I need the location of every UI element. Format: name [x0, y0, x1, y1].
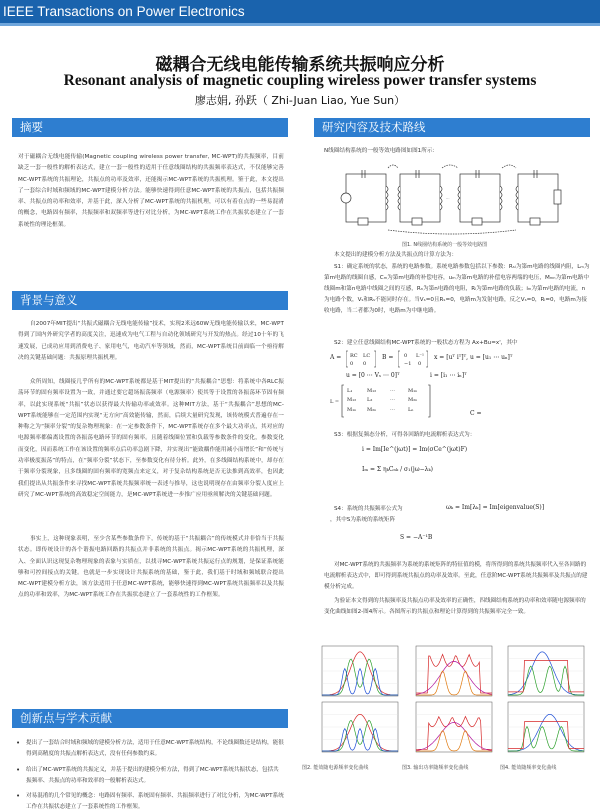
svg-text:0: 0 [350, 361, 354, 367]
section-header-abstract: 摘要 [12, 118, 288, 137]
svg-text:Lₙ: Lₙ [408, 407, 414, 413]
svg-text:−1: −1 [404, 361, 412, 367]
matrix-b [398, 350, 428, 368]
contribution-item: • 对易混淆的几个常见的概念：电路固有频率、系统固有频率、共振频率进行了对比分析，为MC-WPT系统工作在共振状态建立了一套系统性的工作框架。 [16, 792, 284, 811]
system-matrix-eq: S = −A⁻¹B [400, 534, 433, 541]
svg-text:M₁ₙ: M₁ₙ [408, 388, 418, 394]
figure-3-power-chart [410, 644, 496, 756]
journal-name: IEEE Transactions on Power Electronics [3, 4, 245, 19]
research-step-s2: S2：建立任意线圈结构MC-WPT系统的一般状态方程为 Ax+Bu=x'，其中 [334, 340, 518, 346]
svg-text:M₁₂: M₁₂ [367, 388, 377, 394]
svg-text:L₁: L₁ [347, 388, 353, 394]
abstract-block [18, 152, 284, 248]
svg-text:L₂: L₂ [367, 397, 373, 403]
inductance-matrix [330, 384, 480, 418]
resonant-frequency-eq: ωₖ = Im[λₖ] = Im[eigenvalue(S)] [446, 504, 545, 511]
input-vector-def: u = [0 ⋯ Vₛ ⋯ 0]ᵀ [346, 372, 400, 379]
svg-text:M₂ₙ: M₂ₙ [408, 397, 418, 403]
current-solution-eq: i = Im[Ie^(jωt)] = Im(σCe^(jωt)F) [362, 446, 468, 453]
paper-title-en: Resonant analysis of magnetic coupling wireless power transfer systems [63, 72, 537, 89]
svg-text:M₁ₙ: M₁ₙ [347, 407, 357, 413]
figure-2-efficiency-chart [316, 644, 402, 756]
research-step-s4-note: ，其中S为系统的系统矩阵 [330, 517, 396, 523]
research-intro: N线圈结构系统的一般等效电路图如图1所示： [324, 148, 439, 154]
svg-text:⋯: ⋯ [390, 388, 395, 394]
svg-text:L⁻¹: L⁻¹ [416, 353, 424, 359]
research-step-s4: S4：系统的共振频率公式为 [334, 506, 403, 512]
contribution-item: • 提出了一套结合时域和频域的建模分析方法，适用于任意MC-WPT系统结构，不论线圈数还是结构，能很得到高精度的共振点解析表达式，没有任何参数约束。 [16, 739, 284, 758]
header-rule [0, 23, 600, 26]
svg-text:M₂ₙ: M₂ₙ [367, 407, 377, 413]
abstract-text: 对于磁耦合无线电能传输(Magnetic coupling wireless power transfer, MC-WPT)的共振频率，目前缺乏一套一般性的解析表达式，建立一套一般性的适用于任意线圈结构的共振频率表达式，不仅能够完善MC-WPT系统的共振理论，共振点的功率及效率，还能揭示MC-WPT系统的共振机理。鉴于此，本文提出了一套综合时域和频域的MC-WPT建模分析方法。能够快速得到任意MC-WPT系统的共振点，包括共振频率、共振点的功率和效率，并基于此，深入分析了MC-WPT系统的共振机理，可以有着在点的一些易混淆的概念，电路固有频率，共振频率和双频率等进行对比分析，为MC-WPT系统工作在共振状态建立了一套系统性的理论框架。 [18, 154, 284, 228]
svg-text:0: 0 [363, 361, 367, 367]
state-vector-def: x = [uᵀ iᵀ]ᵀ, u = [u₁ ⋯ uₙ]ᵀ [434, 354, 513, 361]
research-para-3: 为验证本文得到的共振频率及共振点功率及效率的正确性，四线圈结构系统的功率和效率随电源频率的变化曲线如图2-图4所示。各图所示的共振点和理论计算得到的共振频率完全一致。 [324, 598, 586, 615]
matrix-a-label: A = [330, 354, 342, 361]
svg-text:⋯: ⋯ [390, 397, 395, 403]
current-amplitude-eq: Iₘ = Σ ηₖCₙₖ / σ₁(jω−λₖ) [362, 466, 433, 473]
svg-text:M₁₂: M₁₂ [347, 397, 357, 403]
section-header-background: 背景与意义 [12, 291, 288, 310]
matrix-b-label: B = [382, 354, 394, 361]
svg-text:0: 0 [404, 353, 408, 359]
matrix-c-label: C = [470, 410, 482, 417]
matrix-a [346, 350, 376, 368]
figure-3-caption: 图3. 输出功率随频率变化曲线 [402, 765, 469, 771]
research-step-s1: S1：确定系统的状态，系统的电路参数。系统电路参数包括以下参数：Rₛᵢ为第m电路的线圈内阻，Lₘ为第m电路的线圈自感，Cₘ为第m电路的补偿电容，uₘ为第m电路的补偿电容两端的电压，Mₘₙ为第m电路中线圈m和第n电路中线圈之间的互感，Rₙ为第n电路的电阻，Rₗ为第m电路的负载；iₘ为第m电路的电流，n为电路个数，Vₛ和Rₛ不能同时存在。当Vₛ=0且Rₛ=0，电路m为发射电路，反之Vₛ=0，Rₗ=0，电路m为接收电路，当二者都为0时，电路m为中继电路。 [324, 264, 590, 314]
journal-header-bar [0, 0, 600, 26]
svg-text:⋯: ⋯ [446, 197, 450, 201]
contributions-list [16, 738, 284, 812]
background-para-3: 事实上，这种现象表明，至少含某些参数条件下，传统的基于“共振耦合”的传统模式并非恰当于共振状态。即传统设计的各个谐振电路回路的共振点并非系统的共振点。揭示MC-WPT系统的共振机理，深入、全面认识这现复杂物理现象的表象与实质在，以找寻MC-WPT系统共振运行点的规划，是保证系统能够和可控间接点的关键。也就是一步实现设计共振系统的基础，鉴于此，我们基于时域和频域联合提出MC-WPT建模分析方法，该方法适用于任意MC-WPT系统，能够快速得到MC-WPT系统共振频率以及共振点的功率和效率，为MC-WPT系统工作在共振状态建立了一套系统性的工作框架。 [18, 536, 284, 599]
paper-title-zh: 磁耦合无线电能传输系统共振响应分析 [155, 55, 445, 75]
current-vector-def: i = [i₁ ⋯ iₙ]ᵀ [430, 372, 467, 379]
figure-4-caption: 图4. 能效随频率变化曲线 [500, 765, 557, 771]
equivalent-circuit-diagram [332, 160, 572, 238]
figure-4-efficiency-chart [502, 644, 588, 756]
figure-1-caption: 图1. N线圈结构系统的一般等效电路图 [402, 242, 488, 248]
research-para-1: 本文提出的建模分析方法及共振点的计算方法为： [334, 252, 458, 258]
contribution-item: • 给出了MC-WPT系统的共振定义，并基于提出的建模分析方法，得到了MC-WPT系统共振状态，包括共振频率、共振点的功率和效率的一般解析表达式。 [16, 765, 279, 784]
background-para-2: 众所周知，线圈接几乎所有的MC-WPT系统都是基于MIT提出的“共振耦合”思想：将系统中各RLC振荡环节的固有频率设置为一致，并通过要它超场振荡频率（电源频率）使其等于设置的各振荡环节固有频率，以此实现系统“共振”状态以获得最大传输功率或效率。这种MIT方法，基于“共振耦合”思想的MC-WPT系统能够在一定范围内实现“无方向”高效能传输，然而，后续大量研究发现，该传统模式普遍存在一种称之为“频率分裂”的复杂物理现象：在一定参数条件下，MC-WPT系统存在多个最大功率点，其对应的电源频率都偏离设置的各振荡电路环节的固有频率。且随着线圈位置和负载等参数条件的变化，参数变化而变化，因而系统工作在该设置的频率点后功率急剧下降，并实现出“能致耦作能用减小而增长”和“传统与功率极度振荡”的特点，在“频率分裂”状态下，至参数变化有待分析。此外，在多线圈结构系统中，却存在于频率分裂现象，且多线圈的固有频率的宽频点来定义，对于复杂结构系统是否无法推到高效率，也因此我们提出从共振条件来寻找MC-WPT系统共振频率统一表述与推导，这也说明现存在由频率分裂人度应上研究了MC-WPT系统的高效稳定空间能力，是MC-WPT系统进一步推广应用亟须解决的关键基础问题。 [18, 379, 284, 498]
svg-text:L =: L = [330, 399, 340, 405]
background-para-1: 自2007年MIT提出“共振式磁耦合无线电能传输”技术，实现2米远60W无线电能传输以来，MC-WPT得到了国内外研究学者的高度关注，迅速成为电气工程与自动化领域研究与开发的热点。经过10十年的飞速发展，已成功应用到消费电子、家用电气，电动汽车等领域，然而，MC-WPT系统目前面临一个亟待解决的关键基础问题：共振原理共振机理。 [18, 321, 284, 361]
section-header-contributions: 创新点与学术贡献 [12, 709, 288, 728]
svg-text:LC: LC [363, 353, 371, 359]
research-step-s3: S3：根据复频态分析，可得各回路的电流解析表达式为： [334, 432, 476, 438]
research-para-2: 对MC-WPT系统的共振频率为系统的系统矩阵的特征值的模，将所得到的系统共振频率代入至各回路的电流解析表达式中，即可得到系统共振点的功率及效率。至此，任意阶MC-WPT系统共振频率及共振点的建模分析完成。 [324, 562, 588, 590]
section-header-research: 研究内容及技术路线 [314, 118, 590, 137]
paper-authors: 廖志娟, 孙跃（ Zhi-Juan Liao, Yue Sun） [194, 94, 406, 107]
svg-text:⋯: ⋯ [390, 407, 395, 413]
svg-text:0: 0 [418, 361, 422, 367]
figure-2-caption: 图2. 能效随电源频率变化曲线 [302, 765, 369, 771]
svg-text:RC: RC [350, 353, 358, 359]
